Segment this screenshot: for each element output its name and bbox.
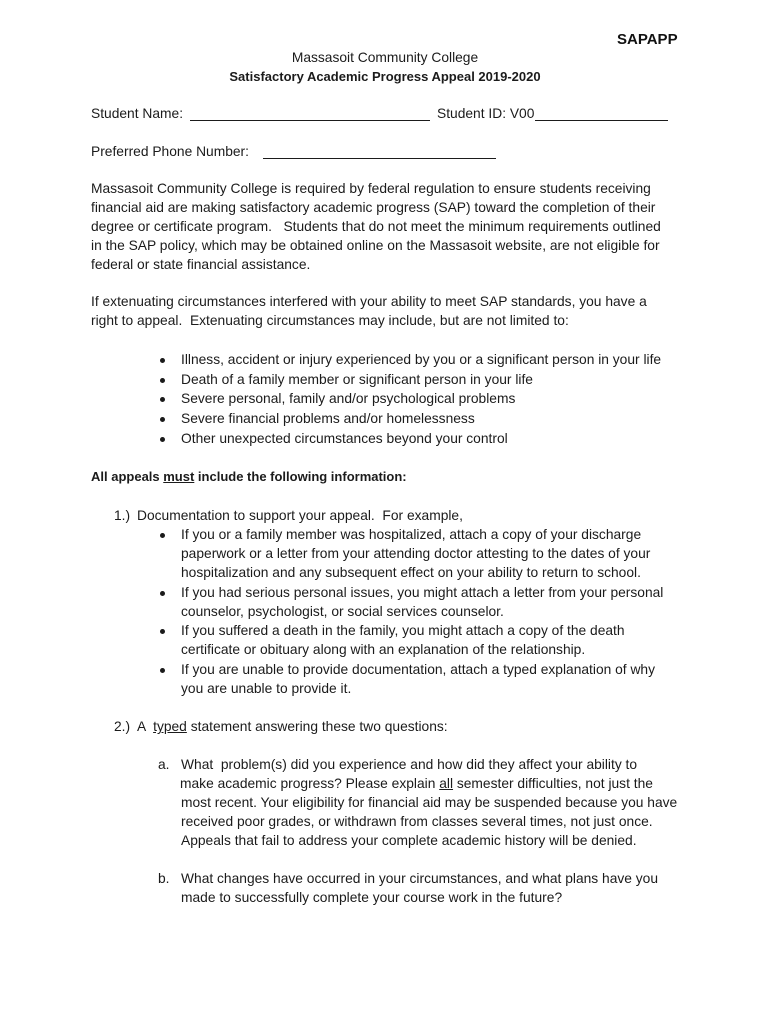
intro-line: Massasoit Community College is required by federal regulation to ensure students receiving [91,181,651,196]
form-code: SAPAPP [617,31,678,48]
example-line: you are unable to provide it. [181,681,352,696]
example-line: counselor, psychologist, or social services counselor. [181,604,504,619]
intro-line: financial aid are making satisfactory academic progress (SAP) toward the completion of their [91,200,656,215]
form-title: Satisfactory Academic Progress Appeal 2019-2020 [229,69,541,84]
item-number: 1.) [114,508,131,523]
question-line [180,775,653,792]
bullet-icon [160,417,165,422]
question-line-pre: make academic progress? Please explain [180,776,440,791]
item-text-emphasis: typed [153,719,187,734]
circumstance-item: Severe personal, family and/or psychological problems [181,391,516,406]
example-line: certificate or obituary along with an explanation of the relationship. [181,642,586,657]
bullet-icon [160,397,165,402]
bullet-icon [160,629,165,634]
example-line: If you or a family member was hospitalized, attach a copy of your discharge [181,527,642,542]
circumstance-item: Other unexpected circumstances beyond your control [181,431,508,446]
phone-label: Preferred Phone Number: [91,144,249,159]
example-line: paperwork or a letter from your attending doctor attesting to the dates of your [181,546,651,561]
item-text: Documentation to support your appeal. For example, [137,508,463,523]
bullet-icon [160,591,165,596]
phone-field[interactable] [263,143,496,159]
question-line: What changes have occurred in your circumstances, and what plans have you [181,871,659,886]
circumstance-item: Illness, accident or injury experienced by you or a significant person in your life [181,352,662,367]
item-text-post: statement answering these two questions: [186,719,448,734]
circumstance-item: Severe financial problems and/or homelessness [181,411,475,426]
intro-line: degree or certificate program. Students that do not meet the minimum requirements outlined [91,219,661,234]
example-line: hospitalization and any subsequent effect on your ability to return to school. [181,565,641,580]
heading-pre: All appeals [91,469,164,484]
student-name-label: Student Name: [91,106,184,121]
circumstance-item: Death of a family member or significant person in your life [181,372,533,387]
question-line-emphasis: all [439,776,454,791]
heading-post: include the following information: [194,469,407,484]
question-label: b. [158,871,170,886]
bullet-icon [160,437,165,442]
institution-name: Massasoit Community College [291,50,479,65]
student-id-field[interactable] [535,105,668,121]
example-line: If you suffered a death in the family, you might attach a copy of the death [181,623,625,638]
item-number: 2.) [114,719,131,734]
bullet-icon [160,533,165,538]
question-line: received poor grades, or withdrawn from classes several times, not just once. [181,814,653,829]
item-text [137,718,448,735]
question-line: Appeals that fail to address your complete academic history will be denied. [181,833,637,848]
example-line: If you are unable to provide documentation, attach a typed explanation of why [181,662,656,677]
question-line-post: semester difficulties, not just the [453,776,653,791]
bullet-icon [160,668,165,673]
question-label: a. [158,757,170,772]
intro-line: in the SAP policy, which may be obtained online on the Massasoit website, are not eligible for [91,238,660,253]
item-text-pre: A [137,719,154,734]
intro-line: federal or state financial assistance. [91,257,311,272]
question-line: What problem(s) did you experience and how did they affect your ability to [181,757,638,772]
bullet-icon [160,358,165,363]
rights-line: right to appeal. Extenuating circumstances may include, but are not limited to: [91,313,569,328]
question-line: most recent. Your eligibility for financial aid may be suspended because you have [181,795,678,810]
rights-line: If extenuating circumstances interfered with your ability to meet SAP standards, you have a [91,294,647,309]
bullet-icon [160,378,165,383]
heading-emphasis: must [163,469,195,484]
student-id-label: Student ID: V00 [437,106,535,121]
requirements-heading [91,468,407,485]
example-line: If you had serious personal issues, you might attach a letter from your personal [181,585,664,600]
student-name-field[interactable] [190,105,430,121]
question-line: made to successfully complete your course work in the future? [181,890,563,905]
